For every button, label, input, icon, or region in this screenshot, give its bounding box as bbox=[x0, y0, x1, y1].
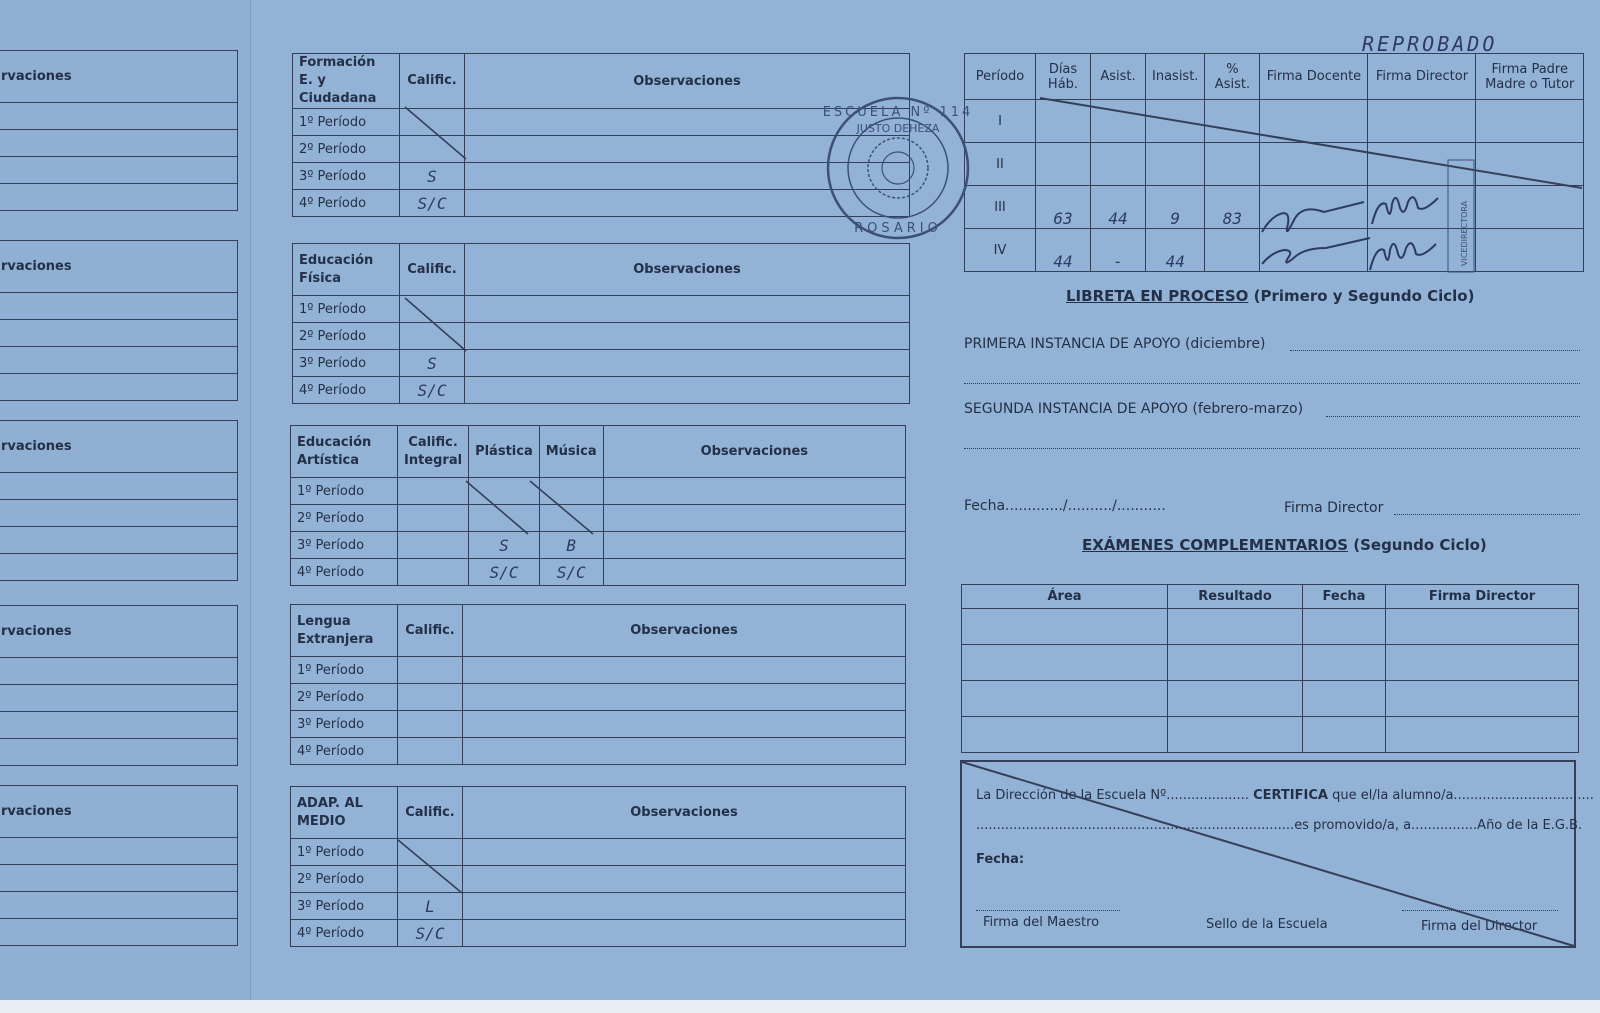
subject-calif-header: Calific. bbox=[398, 605, 463, 657]
att-pct: 83 bbox=[1205, 186, 1260, 229]
period-label: 3º Período bbox=[291, 711, 398, 738]
firma-maestro: Firma del Maestro bbox=[983, 915, 1100, 930]
grade-cell: S bbox=[400, 163, 465, 190]
period-label: 4º Período bbox=[291, 738, 398, 765]
left-obs-header: rvaciones bbox=[0, 421, 238, 473]
period-label: 1º Período bbox=[291, 478, 398, 505]
vicedirectora-text: VICEDIRECTORA bbox=[1460, 200, 1469, 266]
subject-calif-header: Calific. Integral bbox=[398, 426, 469, 478]
seal-middle-text: JUSTO DEHEZA bbox=[856, 122, 940, 135]
period-label: 4º Período bbox=[293, 190, 400, 217]
attendance-strike-line bbox=[1040, 98, 1582, 188]
subject-obs-header: Observaciones bbox=[463, 605, 906, 657]
director-signatures bbox=[1370, 197, 1438, 270]
seal-top-text: ESCUELA Nº 114 bbox=[822, 105, 974, 120]
subject-calif-header: Calific. bbox=[400, 244, 465, 296]
seal-bottom-text: ROSARIO bbox=[854, 221, 942, 236]
strike-plastica bbox=[466, 481, 528, 534]
period-label: 2º Período bbox=[293, 136, 400, 163]
period-label: 1º Período bbox=[293, 109, 400, 136]
exam-header-area: Área bbox=[962, 585, 1168, 609]
certificado-escuela: La Dirección de la Escuela Nº.................... bbox=[976, 788, 1249, 803]
reprobado-handwritten: REPROBADO bbox=[1362, 32, 1498, 56]
grade-cell: S/C bbox=[400, 377, 465, 404]
subject-title: ADAP. AL MEDIO bbox=[291, 787, 398, 839]
certificado-certifica: CERTIFICA bbox=[1253, 788, 1328, 803]
libreta-title-sub: (Primero y Segundo Ciclo) bbox=[1253, 287, 1475, 305]
subject-obs-header: Observaciones bbox=[465, 54, 910, 109]
att-header-dias: Días Háb. bbox=[1036, 54, 1091, 100]
att-inasist: 9 bbox=[1146, 186, 1205, 229]
exam-header-fecha: Fecha bbox=[1303, 585, 1386, 609]
grade-cell: L bbox=[398, 893, 463, 920]
subject-calif-header: Calific. bbox=[398, 787, 463, 839]
examenes-title-sub: (Segundo Ciclo) bbox=[1353, 536, 1487, 554]
primera-instancia-label: PRIMERA INSTANCIA DE APOYO (diciembre) bbox=[964, 336, 1266, 352]
subject-title: Educación Física bbox=[293, 244, 400, 296]
libreta-fecha: Fecha............./........../........... bbox=[964, 498, 1166, 514]
period-label: 2º Período bbox=[291, 684, 398, 711]
musica-header: Música bbox=[539, 426, 603, 478]
subject-obs-header: Observaciones bbox=[463, 787, 906, 839]
subject-calif-header: Calific. bbox=[400, 54, 465, 109]
libreta-title-main: LIBRETA EN PROCESO bbox=[1066, 287, 1249, 305]
libreta-firma-director: Firma Director bbox=[1284, 500, 1384, 516]
grade-cell: S bbox=[400, 350, 465, 377]
segunda-instancia-label: SEGUNDA INSTANCIA DE APOYO (febrero-marzo) bbox=[964, 401, 1304, 417]
strike-musica bbox=[530, 481, 593, 534]
att-header-pct: % Asist. bbox=[1205, 54, 1260, 100]
period-label: 2º Período bbox=[291, 866, 398, 893]
att-dias: 44 bbox=[1036, 229, 1091, 272]
period-label: 2º Período bbox=[293, 323, 400, 350]
att-period: IV bbox=[965, 229, 1036, 272]
att-dias: 63 bbox=[1036, 186, 1091, 229]
att-header-periodo: Período bbox=[965, 54, 1036, 100]
vicedirectora-stamp bbox=[1448, 160, 1474, 272]
subject-title: Formación E. y Ciudadana bbox=[293, 54, 400, 109]
att-header-firma-docente: Firma Docente bbox=[1260, 54, 1368, 100]
grade-cell: S/C bbox=[398, 920, 463, 947]
firma-director-cert: Firma del Director bbox=[1421, 919, 1538, 934]
docente-signatures bbox=[1262, 202, 1370, 264]
att-period: I bbox=[965, 100, 1036, 143]
exam-header-firma: Firma Director bbox=[1386, 585, 1579, 609]
period-label: 3º Período bbox=[293, 350, 400, 377]
att-header-firma-padre: Firma Padre Madre o Tutor bbox=[1476, 54, 1584, 100]
att-asist: 44 bbox=[1091, 186, 1146, 229]
subject-obs-header: Observaciones bbox=[465, 244, 910, 296]
left-obs-header: rvaciones bbox=[0, 51, 238, 103]
att-header-asist: Asist. bbox=[1091, 54, 1146, 100]
musica-grade: S/C bbox=[539, 559, 603, 586]
musica-grade: B bbox=[539, 532, 603, 559]
period-label: 1º Período bbox=[293, 296, 400, 323]
certificado-alumno: que el/la alumno/a.................................. bbox=[1332, 788, 1594, 803]
period-label: 3º Período bbox=[291, 532, 398, 559]
period-label: 2º Período bbox=[291, 505, 398, 532]
period-label: 4º Período bbox=[293, 377, 400, 404]
strike-adap bbox=[398, 840, 462, 893]
left-obs-header: rvaciones bbox=[0, 241, 238, 293]
period-label: 1º Período bbox=[291, 839, 398, 866]
school-seal bbox=[823, 98, 974, 238]
subject-title: Educación Artística bbox=[291, 426, 398, 478]
certificado-fecha: Fecha: bbox=[976, 852, 1025, 867]
left-obs-header: rvaciones bbox=[0, 786, 238, 838]
examenes-title-main: EXÁMENES COMPLEMENTARIOS bbox=[1082, 536, 1348, 554]
subject-title: Lengua Extranjera bbox=[291, 605, 398, 657]
period-label: 1º Período bbox=[291, 657, 398, 684]
att-inasist: 44 bbox=[1146, 229, 1205, 272]
att-header-inasist: Inasist. bbox=[1146, 54, 1205, 100]
grade-cell: S/C bbox=[400, 190, 465, 217]
plastica-grade: S bbox=[469, 532, 540, 559]
plastica-header: Plástica bbox=[469, 426, 540, 478]
period-label: 3º Período bbox=[291, 893, 398, 920]
att-header-firma-director: Firma Director bbox=[1368, 54, 1476, 100]
certificado-line-2: .............................................................................es promovido/a, a................Año de la E.G.B. bbox=[976, 818, 1583, 833]
subject-obs-header: Observaciones bbox=[603, 426, 905, 478]
exam-header-resultado: Resultado bbox=[1168, 585, 1303, 609]
att-period: III bbox=[965, 186, 1036, 229]
att-period: II bbox=[965, 143, 1036, 186]
att-asist: - bbox=[1091, 229, 1146, 272]
period-label: 4º Período bbox=[291, 559, 398, 586]
strike-formacion bbox=[405, 107, 466, 159]
period-label: 3º Período bbox=[293, 163, 400, 190]
certificado-strike-line bbox=[962, 762, 1574, 946]
left-obs-header: rvaciones bbox=[0, 606, 238, 658]
plastica-grade: S/C bbox=[469, 559, 540, 586]
period-label: 4º Período bbox=[291, 920, 398, 947]
strike-fisica bbox=[405, 298, 466, 351]
sello-escuela: Sello de la Escuela bbox=[1206, 917, 1328, 932]
